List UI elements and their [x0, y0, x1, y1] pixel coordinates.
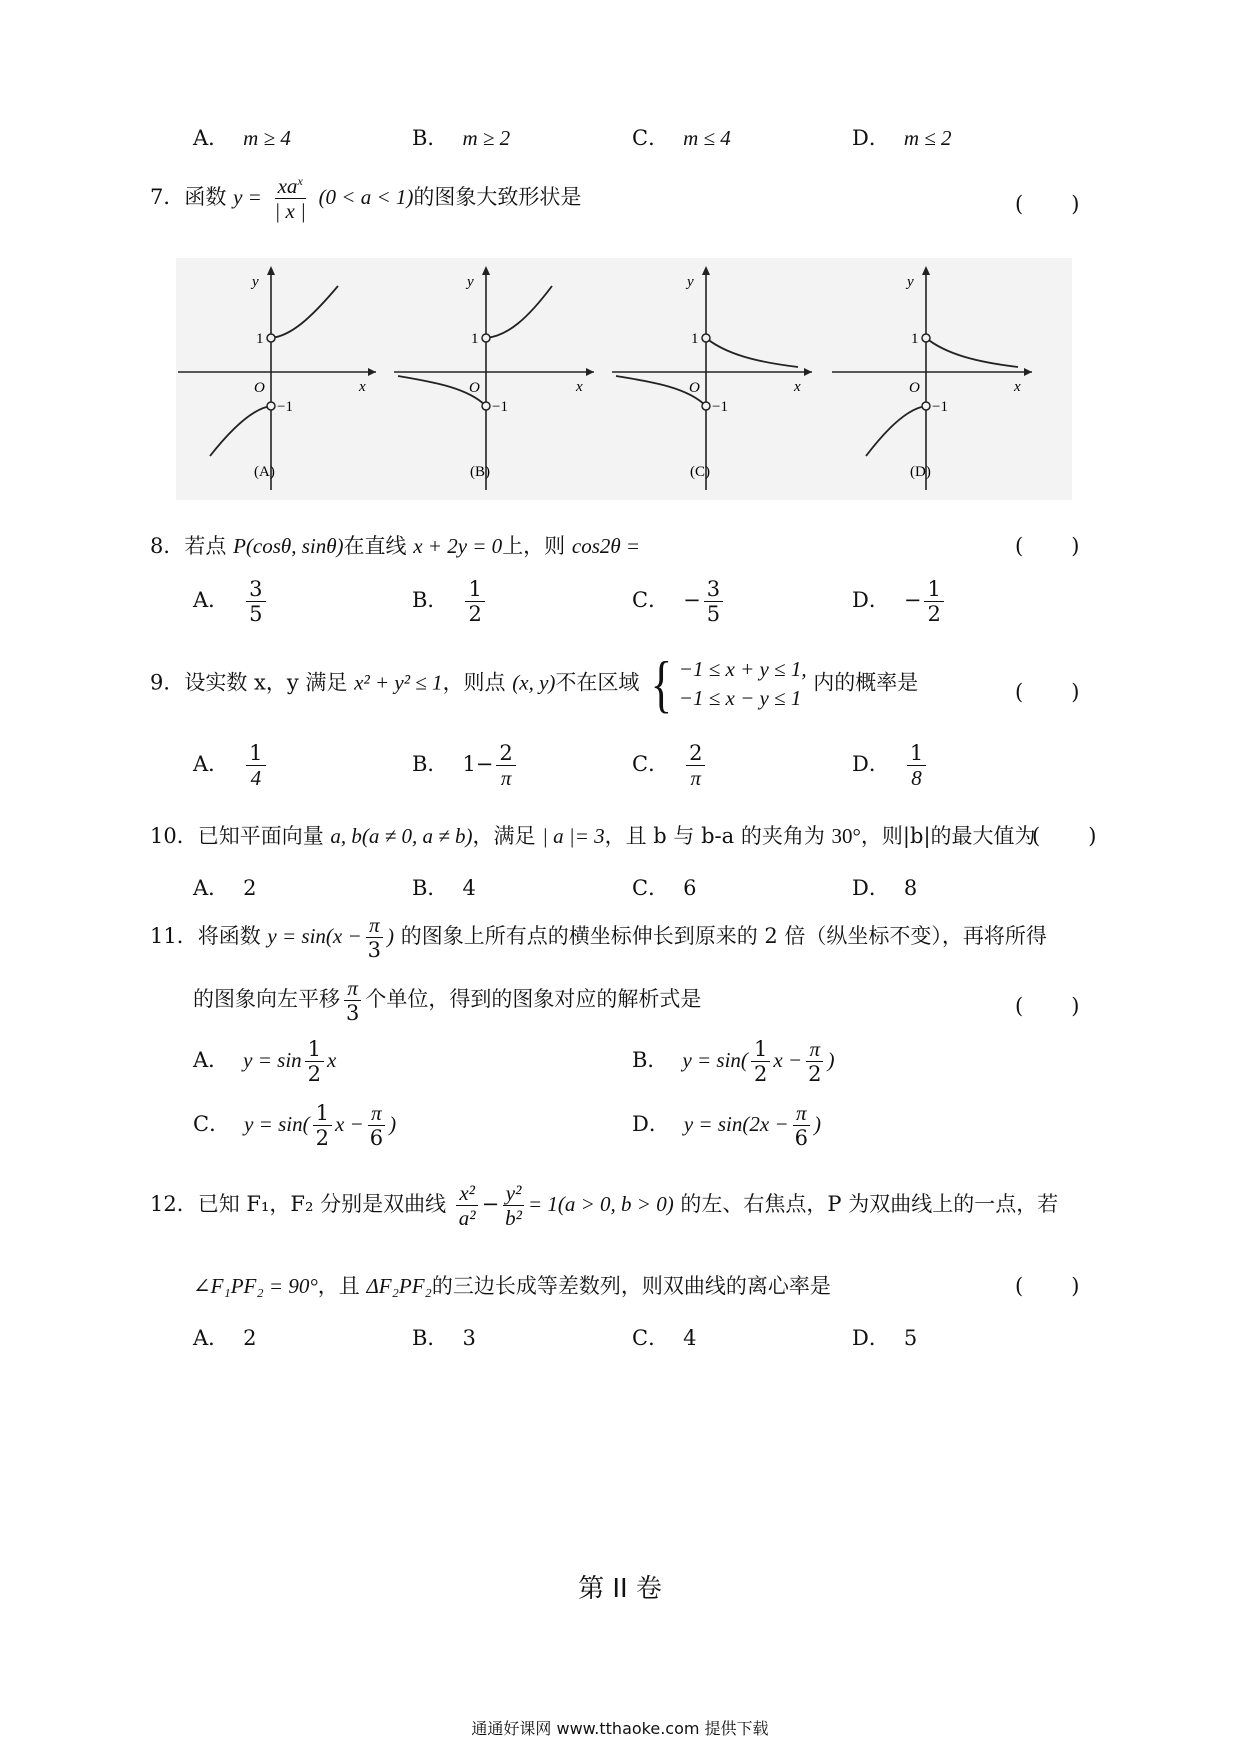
graph-c-x-label: x: [794, 379, 801, 395]
q10-option-a: A． 2: [193, 876, 257, 900]
q8-option-b: B． $\frac{1}{2}$: [412, 578, 488, 625]
graph-a-y-label: y: [252, 274, 259, 290]
graph-c-y-label: y: [687, 274, 694, 290]
q9-stem: 9．设实数 x，y 满足 x² + y² ≤ 1，则点 (x, y)不在区域 { −1 ≤ x + y ≤ 1, −1 ≤ x − y ≤ 1 内的概率是: [150, 648, 919, 719]
q11-option-a: A． y = sin $\frac{1}{2}$ x: [193, 1037, 337, 1087]
graph-a-neg-one: −1: [277, 399, 293, 415]
q7-graph-panel: [176, 258, 1072, 500]
graph-a-caption: (A): [254, 464, 275, 480]
q11-line2: 的图象向左平移 $\frac{\pi}{3}$ 个单位，得到的图象对应的解析式是: [193, 976, 702, 1026]
graph-b: [394, 266, 594, 490]
q7-stem: 7．函数 y = $\frac{xa^x}{| x |}$ (0 < a < 1)的图象大致形状是: [150, 174, 582, 224]
q11-line1: 11．将函数 y = sin(x − $\frac{\pi}{3}$ ) 的图象上所有点的横坐标伸长到原来的 2 倍（纵坐标不变），再将所得: [150, 913, 1047, 963]
q9-option-c: C． $\frac{2}{\pi}$: [632, 742, 708, 789]
graph-d-one: 1: [911, 331, 919, 347]
q12-option-b: B． 3: [412, 1326, 476, 1350]
graph-b-caption: (B): [470, 464, 490, 480]
graph-b-origin: O: [469, 380, 480, 396]
graph-d-caption: (D): [910, 464, 931, 480]
q11-option-b: B． y = sin( $\frac{1}{2}$ x − $\frac{\pi}{2}$ ): [632, 1037, 835, 1087]
q12-option-d: D． 5: [852, 1326, 918, 1350]
q12-answer-paren: ( ): [1015, 1274, 1082, 1298]
q7-answer-paren: ( ): [1015, 192, 1082, 216]
q10-option-b: B． 4: [412, 876, 476, 900]
q8-option-a: A． $\frac{3}{5}$: [193, 578, 269, 625]
q10-stem: 10．已知平面向量 a, b(a ≠ 0, a ≠ b)，满足 | a |= 3，且 b 与 b-a 的夹角为 30°，则|b|的最大值为: [150, 824, 1036, 848]
q12-option-c: C． 4: [632, 1326, 697, 1350]
q9-option-b: B． 1− $\frac{2}{\pi}$: [412, 742, 519, 789]
q12-option-a: A． 2: [193, 1326, 257, 1350]
section-title: 第 II 卷: [578, 1574, 662, 1604]
graph-b-one: 1: [471, 331, 479, 347]
q10-option-c: C． 6: [632, 876, 697, 900]
q11-option-c: C． y = sin( $\frac{1}{2}$ x − $\frac{\pi}{6}$ ): [193, 1101, 397, 1151]
graph-d-x-label: x: [1014, 379, 1021, 395]
q12-line2: ∠F₁PF₂ = 90°，且 ΔF₂PF₂的三边长成等差数列，则双曲线的离心率是: [193, 1274, 831, 1298]
graph-a-one: 1: [256, 331, 264, 347]
graph-b-x-label: x: [576, 379, 583, 395]
footer-credit: 通通好课网 www.tthaoke.com 提供下载: [471, 1719, 769, 1738]
graph-d: [832, 266, 1032, 490]
graph-d-origin: O: [909, 380, 920, 396]
graph-d-y-label: y: [907, 274, 914, 290]
q7-fraction: $\frac{xa^x}{| x |}$: [274, 174, 306, 224]
q8-answer-paren: ( ): [1015, 534, 1082, 558]
graph-c-neg-one: −1: [712, 399, 728, 415]
q11-option-d: D． y = sin(2x − $\frac{\pi}{6}$ ): [632, 1101, 821, 1151]
q10-option-d: D． 8: [852, 876, 918, 900]
q9-option-d: D． $\frac{1}{8}$: [852, 742, 929, 789]
graph-a-x-label: x: [359, 379, 366, 395]
q6-option-d: D． m ≤ 2: [852, 126, 952, 150]
q6-option-c: C． m ≤ 4: [632, 126, 731, 150]
q8-option-c: C． − $\frac{3}{5}$: [632, 578, 726, 625]
q8-option-d: D． − $\frac{1}{2}$: [852, 578, 947, 625]
graph-c: [612, 266, 812, 490]
graph-b-y-label: y: [467, 274, 474, 290]
q9-answer-paren: ( ): [1015, 680, 1082, 704]
q12-line1: 12．已知 F₁，F₂ 分别是双曲线 $\frac{\text{x²}}{\text{a²}}$ − $\frac{\text{y²}}{\text{b²}}$ = 1(a > 0, b > 0) 的左、右焦点，P 为双曲线上的一点，若: [150, 1181, 1059, 1231]
graph-a-origin: O: [254, 380, 265, 396]
graph-b-neg-one: −1: [492, 399, 508, 415]
q9-option-a: A． $\frac{1}{4}$: [193, 742, 269, 789]
q8-stem: 8．若点 P(cosθ, sinθ)在直线 x + 2y = 0上，则 cos2θ =: [150, 534, 641, 558]
q10-answer-paren: ( ): [1032, 824, 1099, 848]
q6-option-b: B． m ≥ 2: [412, 126, 511, 150]
graph-c-caption: (C): [690, 464, 710, 480]
graph-c-origin: O: [689, 380, 700, 396]
graph-c-one: 1: [691, 331, 699, 347]
q11-answer-paren: ( ): [1015, 994, 1082, 1018]
q6-option-a: A． m ≥ 4: [193, 126, 291, 150]
graph-a: [178, 266, 376, 490]
q9-system: { −1 ≤ x + y ≤ 1, −1 ≤ x − y ≤ 1: [650, 648, 807, 719]
graph-d-neg-one: −1: [932, 399, 948, 415]
